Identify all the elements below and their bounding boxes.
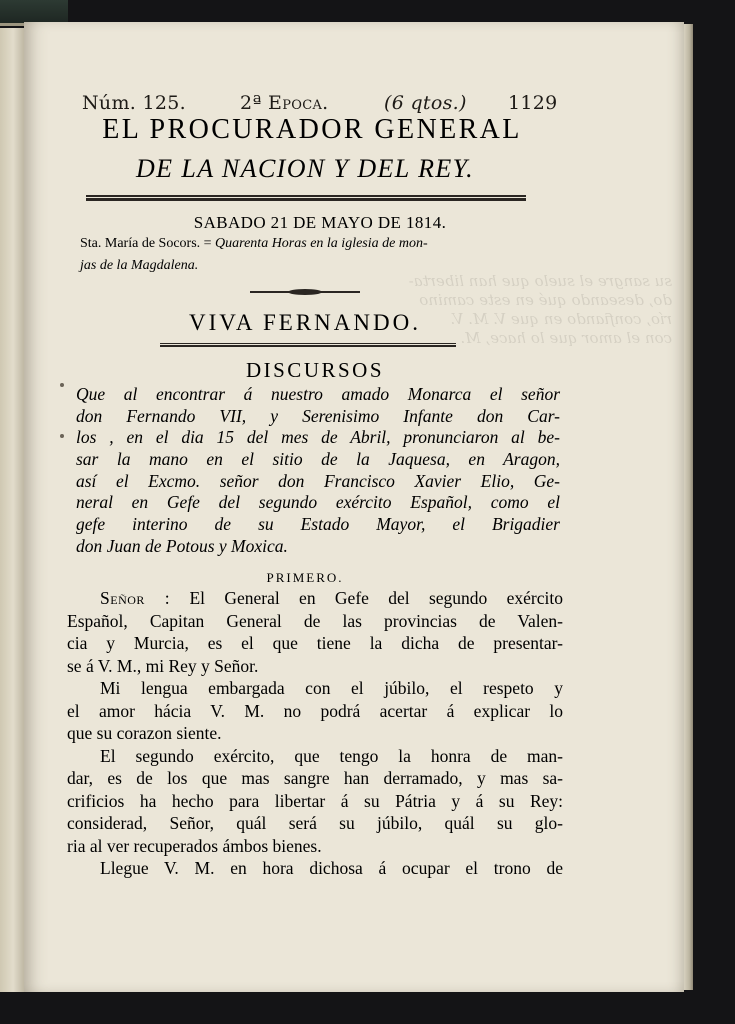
speaker-label: Señor :: [100, 588, 171, 608]
issue-number: Núm. 125.: [82, 92, 186, 114]
body-line: El segundo exército, que tengo la honra de man-: [100, 745, 563, 766]
intro-line: así el Excmo. señor don Francisco Xavier Elio, Ge-: [76, 470, 560, 491]
body-line: considerad, Señor, quál será su júbilo, quál su glo-: [67, 813, 563, 833]
intro-line: Que al encontrar á nuestro amado Monarca el señor: [76, 384, 560, 404]
intro-line: don Fernando VII, y Serenisimo Infante don Car-: [76, 405, 560, 426]
ornamental-rule: [250, 289, 360, 295]
saints-line-1: [80, 236, 560, 252]
intro-line: neral en Gefe del segundo exército Español, como el: [76, 492, 560, 513]
saints-line-2: [80, 258, 198, 274]
page-fore-edge: [684, 24, 693, 990]
quarto-count: (6 qtos.): [384, 92, 467, 114]
body-line: cia y Murcia, es el que tiene la dicha de presentar-: [67, 633, 563, 653]
saints-italic-2: jas de la Magdalena.: [80, 258, 199, 273]
body-line: que su corazon siente.: [67, 723, 222, 743]
intro-line: sar la mano en el sitio de la Jaquesa, en Aragon,: [76, 449, 560, 470]
body-line: Llegue V. M. en hora dichosa á ocupar el trono de: [100, 858, 563, 878]
saints-roman: Sta. María de Socors. =: [80, 236, 216, 251]
saints-italic-1: Quarenta Horas en la iglesia de mon-: [215, 236, 428, 251]
body-line: crificios ha hecho para libertar á su Pátria y á su Rey:: [67, 790, 563, 811]
margin-mark: [60, 383, 64, 387]
epoch-label: 2ª Epoca.: [240, 92, 329, 114]
masthead-rule: [86, 195, 526, 201]
dateline: SABADO 21 DE MAYO DE 1814.: [193, 213, 447, 232]
viva-rule: [160, 343, 456, 347]
body-line: el amor hácia V. M. no podrá acertar á explicar lo: [67, 700, 563, 721]
page-number: 1129: [508, 92, 558, 114]
body-line: dar, es de los que mas sangre han derramado, y mas sa-: [67, 768, 563, 788]
body-line: se á V. M., mi Rey y Señor.: [67, 655, 259, 676]
intro-line: los , en el dia 15 del mes de Abril, pronunciaron al be-: [76, 427, 560, 448]
facing-page-edge: [0, 28, 26, 992]
margin-mark: [60, 434, 64, 438]
body-line: Español, Capitan General de las provincias de Valen-: [67, 610, 563, 631]
show-through-text: su sangre el suelo que han liberta- do, deseando qué en este camino río, confiando en que V. M. V. con el amor que lo hace, M.: [408, 272, 672, 347]
masthead-title: EL PROCURADOR GENERAL: [102, 114, 522, 145]
intro-paragraph: [76, 384, 560, 558]
intro-line: gefe interino de su Estado Mayor, el Brigadier: [76, 514, 560, 535]
speech-body: [67, 587, 563, 880]
body-line-text: El General en Gefe del segundo exército: [170, 588, 563, 608]
speech-label: PRIMERO.: [266, 570, 344, 585]
section-title: DISCURSOS: [245, 358, 385, 382]
body-line: ria al ver recuperados ámbos bienes.: [67, 835, 322, 856]
masthead-subtitle: DE LA NACION Y DEL REY.: [135, 154, 475, 183]
body-line: Mi lengua embargada con el júbilo, el respeto y: [100, 678, 563, 698]
intro-line: don Juan de Potous y Moxica.: [76, 535, 288, 556]
viva-heading: VIVA FERNANDO.: [189, 310, 421, 335]
body-line: [67, 587, 563, 610]
